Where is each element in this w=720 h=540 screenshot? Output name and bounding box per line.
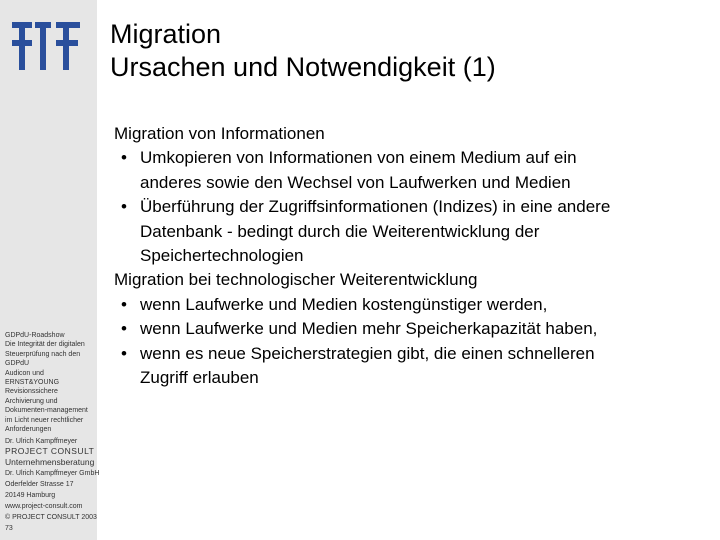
sidebar-line: Dokumenten-management — [5, 407, 88, 415]
sidebar-line: Steuerprüfung nach den — [5, 350, 81, 358]
sidebar — [0, 0, 100, 540]
bullet-icon: • — [121, 148, 127, 168]
bullet-icon: • — [121, 197, 127, 217]
bullet-icon: • — [121, 343, 127, 363]
sidebar-line: Dr. Ulrich Kampffmeyer — [5, 438, 78, 445]
sidebar-line: GDPdU-Roadshow — [5, 332, 65, 339]
bullet-continuation: anderes sowie den Wechsel von Laufwerken und Medien — [140, 172, 571, 192]
title-line-1: Migration — [110, 19, 222, 49]
sidebar-line: Revisionssichere — [5, 388, 58, 396]
sidebar-line: Archivierung und — [5, 397, 58, 405]
sidebar-event-info — [5, 331, 95, 434]
sidebar-line: PROJECT CONSULT — [5, 446, 95, 457]
bullet-item — [114, 146, 714, 170]
bullet-item — [114, 293, 714, 317]
sidebar-line: © PROJECT CONSULT 2003 — [5, 514, 97, 522]
sidebar-line: www.project-consult.com — [5, 503, 83, 511]
sidebar-line: Oderfelder Strasse 17 — [5, 481, 74, 489]
sidebar-line: Die Integrität der digitalen — [5, 341, 85, 349]
sidebar-line: Unternehmensberatung — [5, 457, 95, 468]
fff-logo-icon — [10, 20, 82, 72]
sidebar-line: Anforderungen — [5, 426, 52, 434]
slide-title — [110, 18, 710, 84]
bullet-text: Umkopieren von Informationen von einem Medium auf ein — [140, 148, 577, 168]
sidebar-company-info — [5, 437, 100, 534]
bullet-text: Überführung der Zugriffsinformationen (Indizes) in eine andere — [140, 197, 611, 217]
section-heading: Migration von Informationen — [114, 124, 325, 143]
slide-content — [114, 122, 714, 390]
title-line-2: Ursachen und Notwendigkeit (1) — [110, 52, 496, 82]
bullet-icon: • — [121, 294, 127, 314]
bullet-item — [114, 317, 714, 341]
bullet-item — [114, 342, 714, 366]
bullet-text: wenn es neue Speicherstrategien gibt, die einen schnelleren — [140, 343, 595, 363]
sidebar-line: GDPdU — [5, 360, 30, 368]
sidebar-line: Dr. Ulrich Kampffmeyer GmbH — [5, 470, 100, 478]
bullet-continuation: Speichertechnologien — [140, 246, 304, 266]
bullet-continuation: Datenbank - bedingt durch die Weiterentwicklung der — [140, 221, 540, 241]
section-heading: Migration bei technologischer Weiterentwicklung — [114, 270, 478, 290]
bullet-text: wenn Laufwerke und Medien mehr Speicherkapazität haben, — [140, 319, 598, 339]
bullet-text: wenn Laufwerke und Medien kostengünstiger werden, — [140, 294, 548, 314]
page-number: 73 — [5, 525, 13, 533]
bullet-icon: • — [121, 319, 127, 339]
sidebar-line: ERNST&YOUNG — [5, 379, 60, 387]
sidebar-line: Audicon und — [5, 369, 44, 377]
sidebar-line: im Licht neuer rechtlicher — [5, 416, 84, 424]
sidebar-line: 20149 Hamburg — [5, 492, 56, 500]
bullet-item — [114, 195, 714, 219]
bullet-continuation: Zugriff erlauben — [140, 368, 259, 388]
